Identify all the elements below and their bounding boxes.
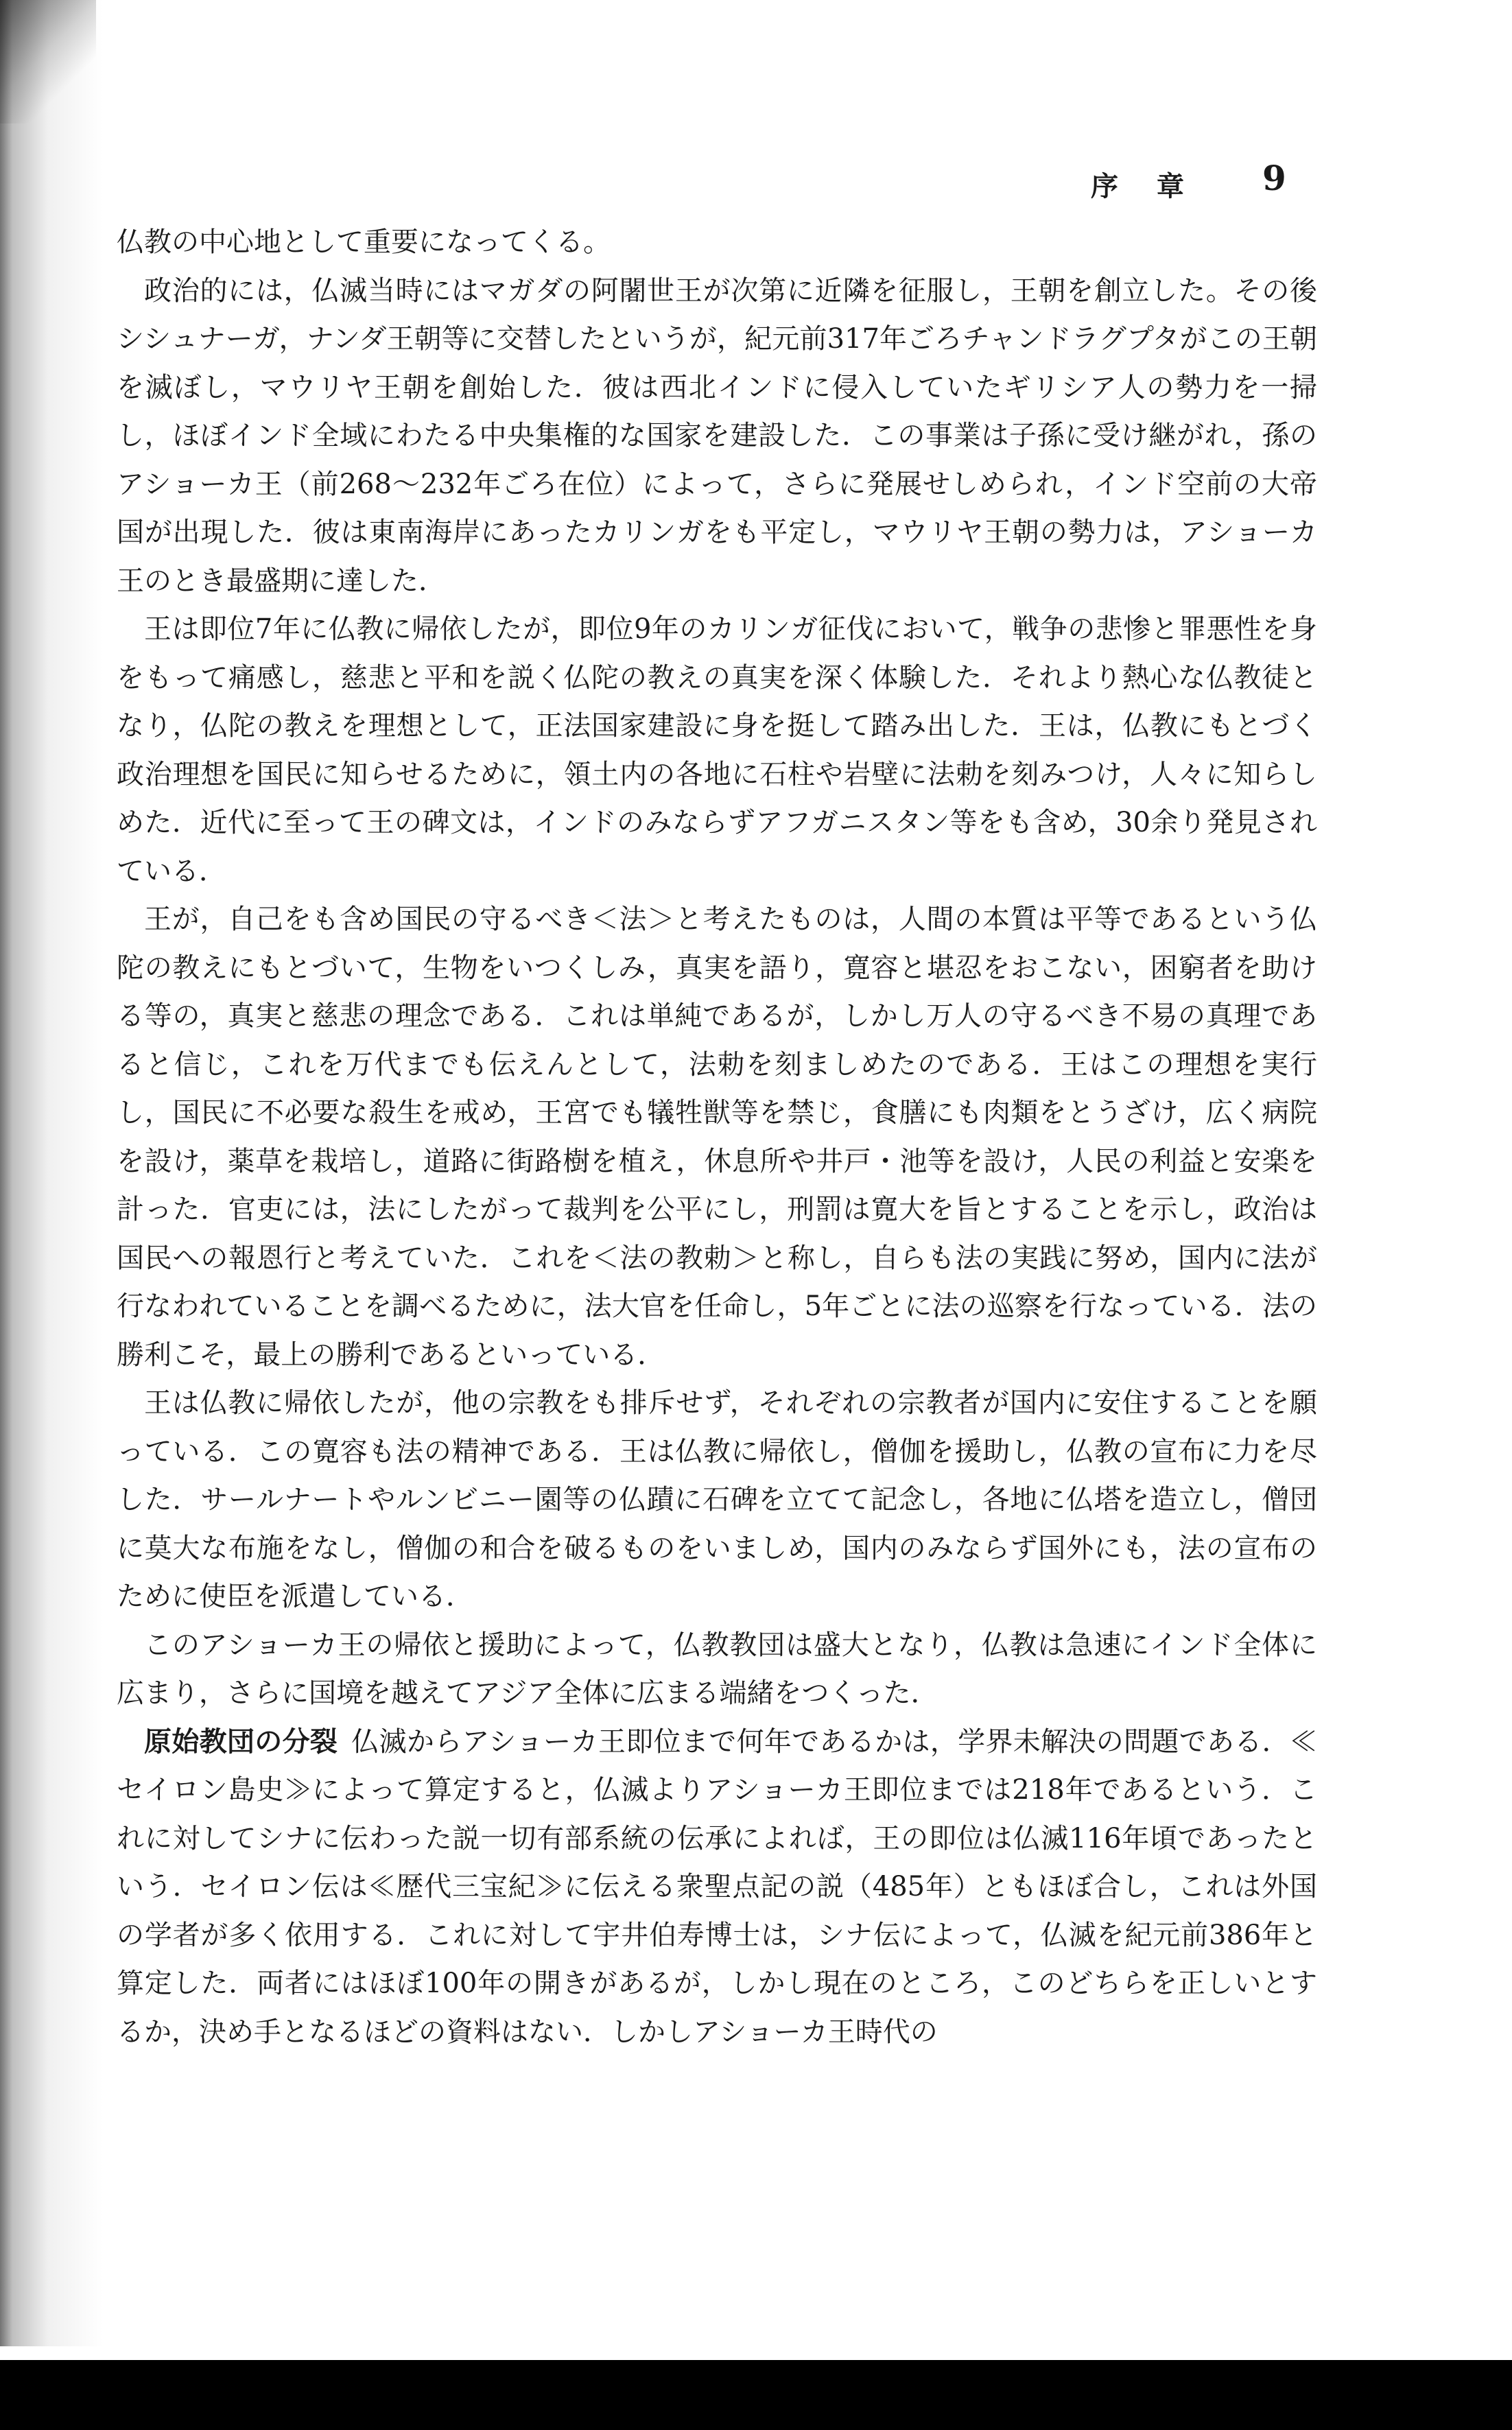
scan-shadow-left xyxy=(0,0,103,2346)
body-text xyxy=(117,218,1317,2056)
scan-bottom-border xyxy=(0,2360,1512,2430)
paragraph xyxy=(117,218,1317,267)
paragraph xyxy=(117,267,1317,606)
paragraph xyxy=(117,1379,1317,1621)
running-header xyxy=(1091,158,1297,203)
scan-shadow-corner xyxy=(0,0,96,123)
page-number: 9 xyxy=(1262,158,1286,198)
paragraph-text: このアショーカ王の帰依と援助によって，仏教教団は盛大となり，仏教は急速にインド全体に広まり，さらに国境を越えてアジア全体に広まる端緒をつくった． xyxy=(117,1629,1317,1709)
paragraph xyxy=(117,895,1317,1379)
chapter-title: 序章 xyxy=(1091,170,1222,202)
paragraph-text: 王は即位7年に仏教に帰依したが，即位9年のカリンガ征伐において，戦争の悲惨と罪悪性を身をもって痛感し，慈悲と平和を説く仏陀の教えの真実を深く体験した．それより熱心な仏教徒となり，仏陀の教えを理想として，正法国家建設に身を挺して踏み出した．王は，仏教にもとづく政治理想を国民に知らせるために，領土内の各地に石柱や岩壁に法勅を刻みつけ，人々に知らしめた．近代に至って王の碑文は，インドのみならずアフガニスタン等をも含め，30余り発見されている． xyxy=(117,613,1317,887)
paragraph-text: 仏滅からアショーカ王即位まで何年であるかは，学界未解決の問題である．≪セイロン島史≫によって算定すると，仏滅よりアショーカ王即位までは218年であるという．これに対してシナに伝わった説一切有部系統の伝承によれば，王の即位は仏滅116年頃であったという．セイロン伝は≪歴代三宝紀≫に伝える衆聖点記の説（485年）ともほぼ合し，これは外国の学者が多く依用する．これに対して宇井伯寿博士は，シナ伝によって，仏滅を紀元前386年と算定した．両者にはほぼ100年の開きがあるが，しかし現在のところ，このどちらを正しいとするか，決め手となるほどの資料はない．しかしアショーカ王時代の xyxy=(117,1725,1318,2048)
paragraph xyxy=(117,605,1317,895)
paragraph xyxy=(117,1621,1317,1718)
paragraph-text: 王は仏教に帰依したが，他の宗教をも排斥せず，それぞれの宗教者が国内に安住することを願っている．この寛容も法の精神である．王は仏教に帰依し，僧伽を援助し，仏教の宣布に力を尽した．サールナートやルンビニー園等の仏蹟に石碑を立てて記念し，各地に仏塔を造立し，僧団に莫大な布施をなし，僧伽の和合を破るものをいましめ，国内のみならず国外にも，法の宣布のために使臣を派遣している． xyxy=(117,1387,1317,1612)
paragraph-text: 政治的には，仏滅当時にはマガダの阿闍世王が次第に近隣を征服し，王朝を創立した。その後シシュナーガ，ナンダ王朝等に交替したというが，紀元前317年ごろチャンドラグプタがこの王朝を滅ぼし，マウリヤ王朝を創始した．彼は西北インドに侵入していたギリシア人の勢力を一掃し，ほぼインド全域にわたる中央集権的な国家を建設した．この事業は子孫に受け継がれ，孫のアショーカ王（前268～232年ごろ在位）によって，さらに発展せしめられ，インド空前の大帝国が出現した．彼は東南海岸にあったカリンガをも平定し，マウリヤ王朝の勢力は，アショーカ王のとき最盛期に達した． xyxy=(117,274,1317,597)
paragraph xyxy=(117,1718,1317,2057)
paragraph-text: 仏教の中心地として重要になってくる。 xyxy=(117,226,611,258)
section-heading: 原始教団の分裂 xyxy=(144,1725,338,1758)
paragraph-text: 王が，自己をも含め国民の守るべき＜法＞と考えたものは，人間の本質は平等であるという仏陀の教えにもとづいて，生物をいつくしみ，真実を語り，寛容と堪忍をおこない，困窮者を助ける等の，真実と慈悲の理念である．これは単純であるが，しかし万人の守るべき不易の真理であると信じ，これを万代までも伝えんとして，法勅を刻ましめたのである．王はこの理想を実行し，国民に不必要な殺生を戒め，王宮でも犠牲獣等を禁じ，食膳にも肉類をとうざけ，広く病院を設け，薬草を栽培し，道路に街路樹を植え，休息所や井戸・池等を設け，人民の利益と安楽を計った．官吏には，法にしたがって裁判を公平にし，刑罰は寛大を旨とすることを示し，政治は国民への報恩行と考えていた．これを＜法の教勅＞と称し，自らも法の実践に努め，国内に法が行なわれていることを調べるために，法大官を任命し，5年ごとに法の巡察を行なっている．法の勝利こそ，最上の勝利であるといっている． xyxy=(117,904,1317,1371)
